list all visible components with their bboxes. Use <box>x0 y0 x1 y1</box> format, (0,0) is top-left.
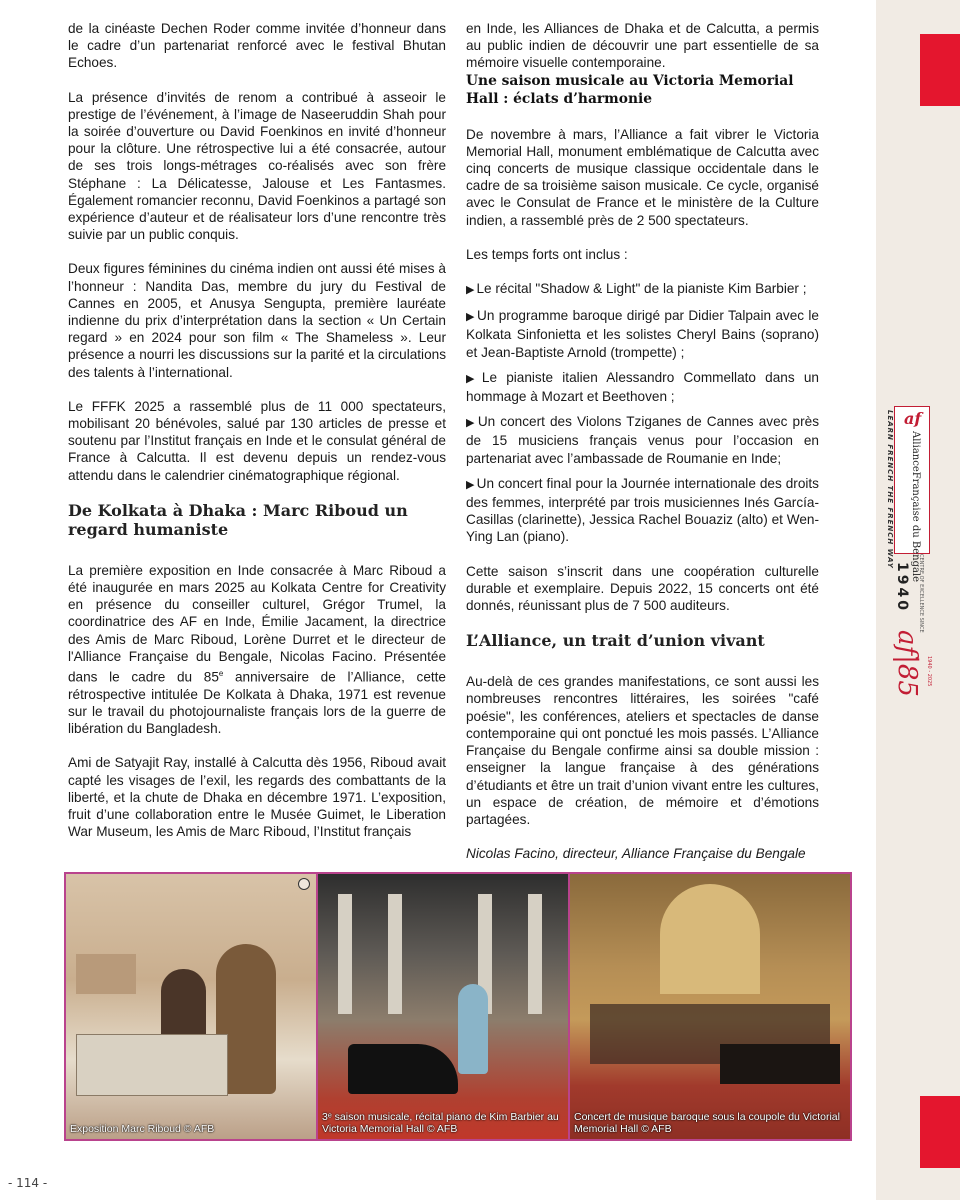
tagline: LEARN FRENCH THE FRENCH WAY <box>886 410 894 569</box>
grand-piano <box>348 1044 458 1094</box>
list-item <box>466 307 819 361</box>
bullet-arrow-icon: ▶ <box>466 311 476 324</box>
paragraph: en Inde, les Alliances de Dhaka et de Calcutta, a permis au public indien de découvrir une part essentielle de sa mémoire visuelle contemporaine. <box>466 21 819 71</box>
list-item-text: Le récital "Shadow & Light" de la pianiste Kim Barbier ; <box>476 281 807 297</box>
section-heading-alliance: L’Alliance, un trait d’union vivant <box>466 631 765 651</box>
paragraph <box>68 562 446 738</box>
paragraph: Cette saison s’inscrit dans une coopération culturelle durable et exemplaire. Depuis 2022, 15 concerts ont été donnés, réunissant plus de 7 500 auditeurs. <box>466 563 819 614</box>
section-heading-victoria: Une saison musicale au Victoria Memorial Hall : éclats d’harmonie <box>466 72 794 107</box>
paragraph: Au-delà de ces grandes manifestations, ce sont aussi les nombreuses rencontres littéraires, les soirées "café poésie", les conférences, ateliers et spectacles de danse contemporaine qui ont ponctué les mois passés. L’Alliance Française du Bengale confirme ainsi sa double mission : enseigner la langue française à des générations d’étudiants et être un trait d’union vivant entre les cultures, un espace de création, de mémoire et d’émotions partagées. <box>466 674 819 827</box>
list-item-text: Un concert des Violons Tziganes de Cannes avec près de 15 musiciens français venus pour l’occasion en partenariat avec l’ambassade de Roumanie en Inde; <box>466 414 819 466</box>
photo-caption: Concert de musique baroque sous la coupole du Victorial Memorial Hall © AFB <box>574 1111 840 1135</box>
right-column <box>466 20 819 879</box>
af-logo-mark: af <box>904 409 922 428</box>
page-number: - 114 - <box>8 1176 48 1190</box>
orchestra <box>720 1044 840 1084</box>
alliance-branding <box>888 406 938 736</box>
highlights-list <box>466 280 819 546</box>
list-item <box>466 413 819 467</box>
list-item <box>466 280 819 299</box>
photo-caption: Exposition Marc Riboud © AFB <box>70 1123 215 1135</box>
photo-caption: 3ᵉ saison musicale, récital piano de Kim Barbier au Victoria Memorial Hall © AFB <box>322 1111 559 1135</box>
red-tab <box>920 1096 960 1168</box>
red-tab <box>920 34 960 106</box>
column <box>338 894 352 1014</box>
excellence-label: CENTRE OF EXCELLENCE SINCE <box>918 554 924 633</box>
list-item <box>466 475 819 546</box>
bullet-arrow-icon: ▶ <box>466 284 475 297</box>
photo-strip <box>64 872 852 1141</box>
pianist-silhouette <box>458 984 488 1074</box>
paragraph-text: La première exposition en Inde consacrée à Marc Riboud a été inaugurée en mars 2025 au Kolkata Centre for Creativity en présence du conseiller culturel, Grégor Trumel, la coordinatrice des AF en Inde, Émilie Jacament, la directrice des Amis de Marc Riboud, Lorène Durret et le directeur de l'Alliance Française du Bengale, Nicolas Facino. Présentée dans le cadre du 85 <box>68 562 446 685</box>
list-item-text: Un programme baroque dirigé par Didier Talpain avec le Kolkata Sinfonietta et les solistes Cheryl Bains (soprano) et Jean-Baptiste Arnold (trompette) ; <box>466 308 819 360</box>
bullet-arrow-icon: ▶ <box>466 372 480 385</box>
bullet-arrow-icon: ▶ <box>466 417 476 430</box>
paragraph-text: anniversaire de l’Alliance, cette rétrospective intitulée De Kolkata à Dhaka, 1971 est revenue sur le travail du photojournaliste français lors de la guerre de libération du Bangladesh. <box>68 669 446 737</box>
anniversary-logo: af|85 <box>892 630 922 697</box>
left-column <box>68 20 446 840</box>
paragraph: de la cinéaste Dechen Roder comme invitée d’honneur dans le cadre d’un partenariat renforcé avec le festival Bhutan Echoes. <box>68 21 446 71</box>
bullet-arrow-icon: ▶ <box>466 478 475 491</box>
paragraph: Les temps forts ont inclus : <box>466 246 628 262</box>
photo-exhibition <box>66 874 316 1139</box>
photo-piano-recital <box>316 874 568 1139</box>
column <box>388 894 402 1014</box>
list-item <box>466 369 819 405</box>
paragraph: La présence d’invités de renom a contribué à asseoir le prestige de l’événement, à l’image de Naseeruddin Shah pour la soirée d’ouverture ou David Foenkinos en invité d’honneur pour la clôture. Une rétrospective lui a été consacrée, autour de ses trois longs-métrages co-réalisés avec son frère Stéphane : La Délicatesse, Jalouse et Les Fantasmes. Également romancier reconnu, David Foenkinos a partagé son expérience d’auteur et de réalisateur lors d’une rencontre très suivie par un public conquis. <box>68 89 446 243</box>
author-signature: Nicolas Facino, directeur, Alliance Française du Bengale <box>466 846 806 862</box>
wall-frame <box>76 954 136 994</box>
paragraph: Le FFFK 2025 a rassemblé plus de 11 000 spectateurs, mobilisant 20 bénévoles, salué par 130 articles de presse et soutenu par l’Institut français en Inde et le consulat général de France à Calcutta. Il est devenu depuis un rendez-vous attendu dans le calendrier cinématographique régional. <box>68 398 446 483</box>
list-item-text: Le pianiste italien Alessandro Commellato dans un hommage à Mozart et Beethoven ; <box>466 369 819 405</box>
photo-baroque-concert <box>568 874 850 1139</box>
list-item-text: Un concert final pour la Journée internationale des droits des femmes, interprété par trois musiciennes Inés García-Casillas (clarinette), Jessica Rachel Bouaziz (alto) et Wen-Ying Lan (piano). <box>466 475 819 545</box>
paragraph: De novembre à mars, l’Alliance a fait vibrer le Victoria Memorial Hall, monument emblématique de Calcutta avec cinq concerts de musique classique occidentale dans le cadre de sa troisième saison musicale. Ce cycle, organisé avec le Consulat de France et le ministère de la Culture indien, a rassemblé près de 2 500 spectateurs. <box>466 126 819 228</box>
column <box>528 894 542 1014</box>
zoom-icon[interactable] <box>298 878 310 890</box>
alliance-logo <box>894 406 930 583</box>
founding-year: 1940 <box>894 562 910 613</box>
brand-name: AllianceFrançaise du Bengale <box>910 431 921 583</box>
dome-arch <box>660 884 760 994</box>
anniversary-range: 1940 - 2025 <box>926 656 932 687</box>
display-case <box>76 1034 228 1096</box>
ordinal-superscript: e <box>218 669 224 679</box>
paragraph: Ami de Satyajit Ray, installé à Calcutta dès 1956, Riboud avait capté les visages de l’exil, les regards des combattants de la liberté, et la chute de Dhaka en décembre 1971. L’exposition, fruit d’une collaboration entre le Musée Guimet, le Liberation War Museum, les Amis de Marc Riboud, l’Institut français <box>68 755 446 840</box>
paragraph: Deux figures féminines du cinéma indien ont aussi été mises à l’honneur : Nandita Das, membre du jury du Festival de Cannes en 2005, et Anusya Sengupta, première lauréate indienne du prix d’interprétation dans la section « Un Certain regard » en 2024 pour son film « The Shameless ». Leur présence a nourri les discussions sur la parité et la circulations des talents à l’international. <box>68 261 446 380</box>
section-heading-riboud: De Kolkata à Dhaka : Marc Riboud un regard humaniste <box>68 500 408 539</box>
